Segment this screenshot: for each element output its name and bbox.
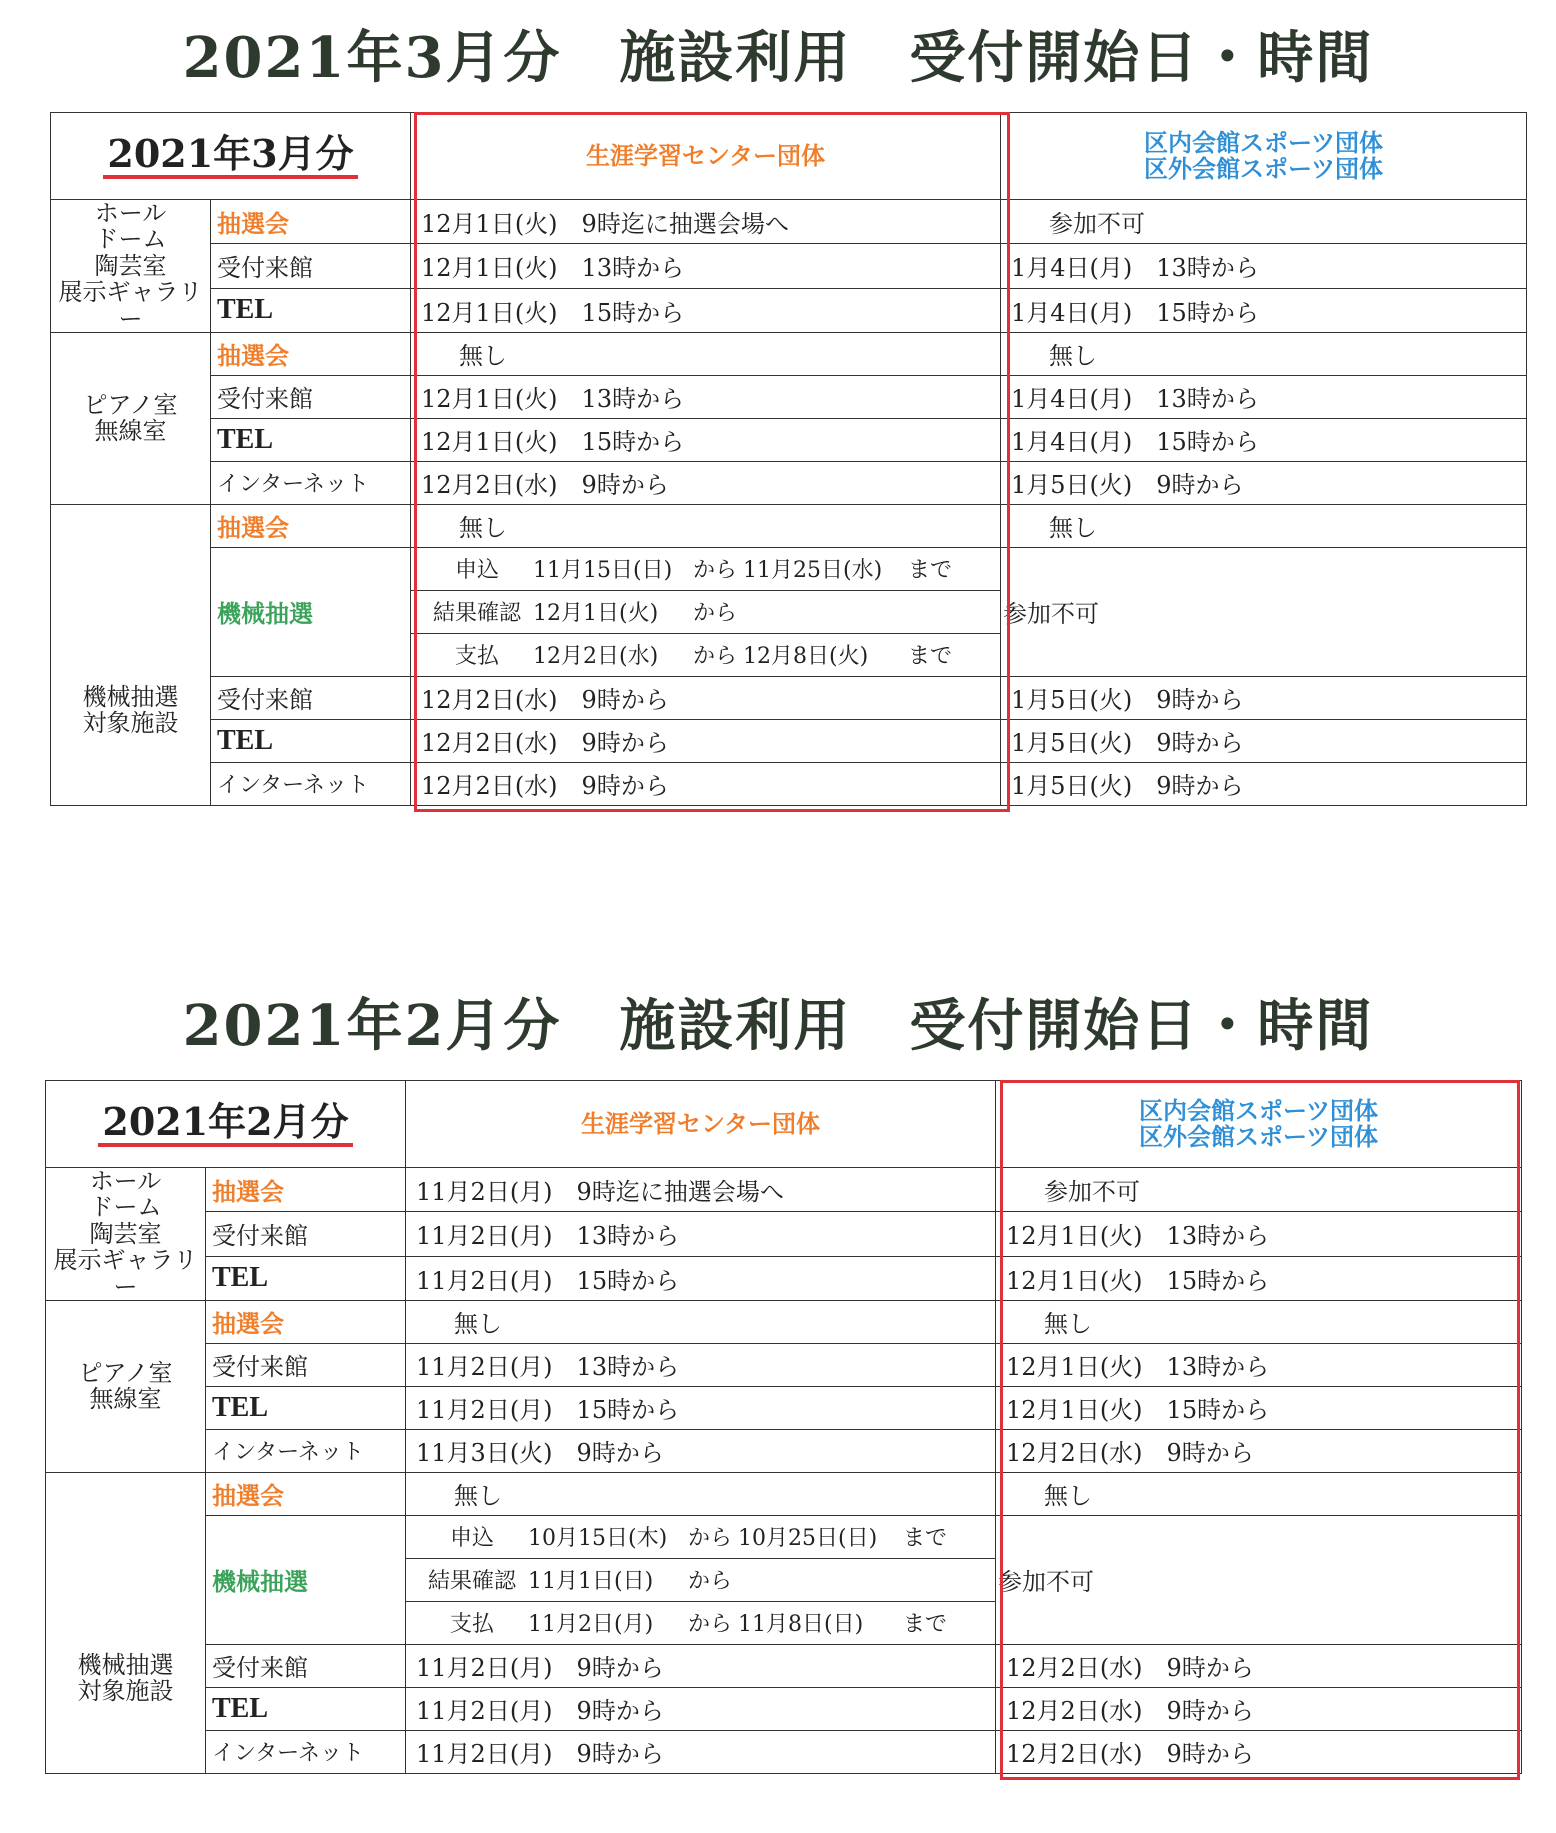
type-visit: 受付来館 bbox=[206, 1343, 406, 1386]
type-machine: 機械抽選 bbox=[211, 547, 411, 676]
value-cell: 12月2日(水) 9時から bbox=[411, 719, 1001, 762]
machine-result-row bbox=[411, 590, 1001, 633]
from-label: から bbox=[693, 644, 738, 670]
machine-other: 参加不可 bbox=[1001, 547, 1527, 676]
payment-from-date: 11月2日(月) bbox=[528, 1612, 654, 1638]
group-machine: 機械抽選 対象施設 bbox=[51, 504, 211, 805]
value-cell: 1月5日(火) 9時から bbox=[1001, 762, 1527, 805]
value-cell: 11月2日(月) 9時迄に抽選会場へ bbox=[406, 1168, 996, 1212]
type-lottery: 抽選会 bbox=[206, 1168, 406, 1212]
type-internet: インターネット bbox=[206, 1429, 406, 1472]
payment-to-date: 11月8日(日) bbox=[738, 1612, 864, 1638]
until-label: まで bbox=[908, 558, 953, 584]
value-cell: 11月2日(月) 13時から bbox=[406, 1212, 996, 1256]
machine-apply-row bbox=[411, 547, 1001, 590]
value-cell: 11月2日(月) 9時から bbox=[406, 1644, 996, 1687]
group-hall: ホール ドーム 陶芸室 展示ギャラリー bbox=[51, 200, 211, 333]
sports-header-line-2: 区外会館スポーツ団体 bbox=[1138, 1122, 1379, 1151]
type-tel: TEL bbox=[211, 288, 411, 332]
payment-from-date: 12月2日(水) bbox=[533, 644, 659, 670]
group-hall: ホール ドーム 陶芸室 展示ギャラリー bbox=[46, 1168, 206, 1301]
type-lottery: 抽選会 bbox=[211, 332, 411, 375]
sports-header-line-1: 区内会館スポーツ団体 bbox=[1143, 127, 1384, 157]
value-cell: 12月1日(火) 13時から bbox=[996, 1212, 1522, 1256]
until-label: まで bbox=[908, 644, 953, 670]
value-cell: 無し bbox=[406, 1300, 996, 1343]
type-machine: 機械抽選 bbox=[206, 1515, 406, 1644]
machine-payment-row bbox=[406, 1601, 996, 1644]
value-cell: 12月2日(水) 9時から bbox=[996, 1687, 1522, 1730]
group-piano: ピアノ室 無線室 bbox=[51, 332, 211, 504]
month-cell bbox=[46, 1081, 406, 1168]
value-cell: 1月5日(火) 9時から bbox=[1001, 676, 1527, 719]
type-visit: 受付来館 bbox=[206, 1212, 406, 1256]
type-internet: インターネット bbox=[211, 762, 411, 805]
value-cell: 1月4日(月) 15時から bbox=[1001, 288, 1527, 332]
schedule-table bbox=[45, 1080, 1522, 1774]
apply-to-date: 10月25日(日) bbox=[738, 1526, 878, 1552]
value-cell: 11月2日(月) 15時から bbox=[406, 1256, 996, 1300]
value-cell: 12月1日(火) 15時から bbox=[996, 1256, 1522, 1300]
from-label: から bbox=[693, 558, 738, 584]
schedule-table bbox=[50, 112, 1527, 806]
sports-header-line-2: 区外会館スポーツ団体 bbox=[1143, 154, 1384, 183]
value-cell: 11月2日(月) 9時から bbox=[406, 1687, 996, 1730]
value-cell: 1月5日(火) 9時から bbox=[1001, 461, 1527, 504]
apply-from-date: 11月15日(日) bbox=[533, 558, 673, 584]
sports-header bbox=[1001, 113, 1527, 200]
month-label: 2021年2月分 bbox=[98, 1101, 352, 1147]
result-label: 結果確認 bbox=[433, 601, 522, 627]
value-cell: 12月1日(火) 15時から bbox=[411, 288, 1001, 332]
result-date: 12月1日(火) bbox=[533, 601, 659, 627]
lifelong-header: 生涯学習センター団体 bbox=[406, 1081, 996, 1168]
until-label: まで bbox=[903, 1612, 948, 1638]
apply-from-date: 10月15日(木) bbox=[528, 1526, 668, 1552]
value-cell: 12月1日(火) 13時から bbox=[411, 375, 1001, 418]
machine-apply-row bbox=[406, 1515, 996, 1558]
sports-header bbox=[996, 1081, 1522, 1168]
value-cell: 1月5日(火) 9時から bbox=[1001, 719, 1527, 762]
from-label: から bbox=[693, 601, 738, 627]
type-lottery: 抽選会 bbox=[206, 1300, 406, 1343]
value-cell: 1月4日(月) 13時から bbox=[1001, 244, 1527, 288]
type-tel: TEL bbox=[206, 1386, 406, 1429]
value-cell: 無し bbox=[1001, 332, 1527, 375]
type-tel: TEL bbox=[211, 418, 411, 461]
machine-result-row bbox=[406, 1558, 996, 1601]
value-cell: 12月2日(水) 9時から bbox=[411, 676, 1001, 719]
value-cell: 1月4日(月) 13時から bbox=[1001, 375, 1527, 418]
machine-other: 参加不可 bbox=[996, 1515, 1522, 1644]
type-lottery: 抽選会 bbox=[206, 1472, 406, 1515]
value-cell: 無し bbox=[996, 1472, 1522, 1515]
until-label: まで bbox=[903, 1526, 948, 1552]
value-cell: 12月2日(水) 9時から bbox=[996, 1429, 1522, 1472]
value-cell: 11月2日(月) 9時から bbox=[406, 1730, 996, 1773]
result-date: 11月1日(日) bbox=[528, 1569, 654, 1595]
value-cell: 12月2日(水) 9時から bbox=[996, 1730, 1522, 1773]
type-internet: インターネット bbox=[211, 461, 411, 504]
value-cell: 1月4日(月) 15時から bbox=[1001, 418, 1527, 461]
value-cell: 参加不可 bbox=[996, 1168, 1522, 1212]
type-lottery: 抽選会 bbox=[211, 200, 411, 244]
value-cell: 無し bbox=[411, 332, 1001, 375]
payment-to-date: 12月8日(火) bbox=[743, 644, 869, 670]
value-cell: 12月2日(水) 9時から bbox=[411, 762, 1001, 805]
type-tel: TEL bbox=[206, 1687, 406, 1730]
value-cell: 11月2日(月) 13時から bbox=[406, 1343, 996, 1386]
value-cell: 11月2日(月) 15時から bbox=[406, 1386, 996, 1429]
lifelong-header: 生涯学習センター団体 bbox=[411, 113, 1001, 200]
page-title-february: 2021年2月分 施設利用 受付開始日・時間 bbox=[182, 993, 1374, 1059]
group-machine: 機械抽選 対象施設 bbox=[46, 1472, 206, 1773]
type-visit: 受付来館 bbox=[211, 244, 411, 288]
value-cell: 11月3日(火) 9時から bbox=[406, 1429, 996, 1472]
value-cell: 12月1日(火) 15時から bbox=[996, 1386, 1522, 1429]
value-cell: 参加不可 bbox=[1001, 200, 1527, 244]
group-piano: ピアノ室 無線室 bbox=[46, 1300, 206, 1472]
type-visit: 受付来館 bbox=[211, 676, 411, 719]
page-title-march: 2021年3月分 施設利用 受付開始日・時間 bbox=[182, 25, 1374, 91]
value-cell: 12月2日(水) 9時から bbox=[996, 1644, 1522, 1687]
type-internet: インターネット bbox=[206, 1730, 406, 1773]
value-cell: 無し bbox=[996, 1300, 1522, 1343]
type-tel: TEL bbox=[211, 719, 411, 762]
value-cell: 12月1日(火) 15時から bbox=[411, 418, 1001, 461]
type-visit: 受付来館 bbox=[211, 375, 411, 418]
sports-header-line-1: 区内会館スポーツ団体 bbox=[1138, 1095, 1379, 1125]
value-cell: 12月2日(水) 9時から bbox=[411, 461, 1001, 504]
type-tel: TEL bbox=[206, 1256, 406, 1300]
value-cell: 12月1日(火) 13時から bbox=[996, 1343, 1522, 1386]
apply-label: 申込 bbox=[450, 1526, 495, 1552]
value-cell: 12月1日(火) 13時から bbox=[411, 244, 1001, 288]
from-label: から bbox=[688, 1526, 733, 1552]
apply-to-date: 11月25日(水) bbox=[743, 558, 883, 584]
payment-label: 支払 bbox=[450, 1612, 495, 1638]
payment-label: 支払 bbox=[455, 644, 500, 670]
machine-payment-row bbox=[411, 633, 1001, 676]
from-label: から bbox=[688, 1569, 733, 1595]
value-cell: 無し bbox=[411, 504, 1001, 547]
result-label: 結果確認 bbox=[428, 1569, 517, 1595]
value-cell: 無し bbox=[1001, 504, 1527, 547]
value-cell: 無し bbox=[406, 1472, 996, 1515]
type-lottery: 抽選会 bbox=[211, 504, 411, 547]
month-label: 2021年3月分 bbox=[103, 133, 357, 179]
value-cell: 12月1日(火) 9時迄に抽選会場へ bbox=[411, 200, 1001, 244]
apply-label: 申込 bbox=[455, 558, 500, 584]
month-cell bbox=[51, 113, 411, 200]
from-label: から bbox=[688, 1612, 733, 1638]
type-visit: 受付来館 bbox=[206, 1644, 406, 1687]
